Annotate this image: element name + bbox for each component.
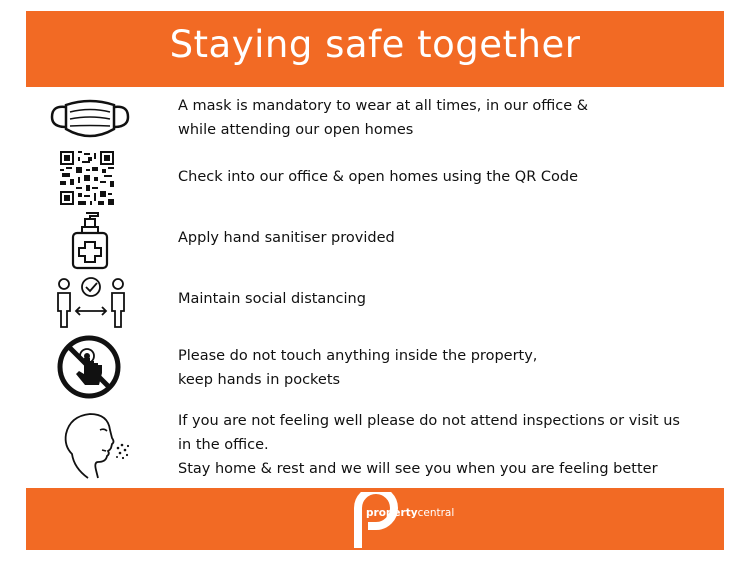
header-banner xyxy=(26,11,724,87)
rule-text: Apply hand sanitiser provided xyxy=(178,230,395,246)
social-distancing-icon xyxy=(52,275,130,329)
rule-text: A mask is mandatory to wear at all times, in our office & xyxy=(178,98,589,114)
rule-text: keep hands in pockets xyxy=(178,372,341,388)
qr-code-icon xyxy=(60,151,114,205)
rule-text: Maintain social distancing xyxy=(178,291,366,307)
brand-logo xyxy=(354,492,504,548)
footer-banner xyxy=(26,488,724,550)
hand-sanitiser-icon xyxy=(64,210,114,270)
brand-name-regular: central xyxy=(417,507,455,519)
brand-p-icon xyxy=(354,492,402,548)
rule-text: Stay home & rest and we will see you when you are feeling better xyxy=(178,461,658,477)
rule-text: while attending our open homes xyxy=(178,122,414,138)
rule-text: in the office. xyxy=(178,437,269,453)
no-touch-icon xyxy=(56,334,122,400)
page-title: Staying safe together xyxy=(169,23,581,66)
brand-name xyxy=(366,507,454,519)
brand-name-bold: property xyxy=(366,507,418,519)
sick-person-icon xyxy=(58,408,132,482)
rule-text: If you are not feeling well please do not attend inspections or visit us xyxy=(178,413,680,429)
rule-text: Please do not touch anything inside the property, xyxy=(178,348,538,364)
rule-text: Check into our office & open homes using the QR Code xyxy=(178,169,579,185)
face-mask-icon xyxy=(48,95,132,145)
